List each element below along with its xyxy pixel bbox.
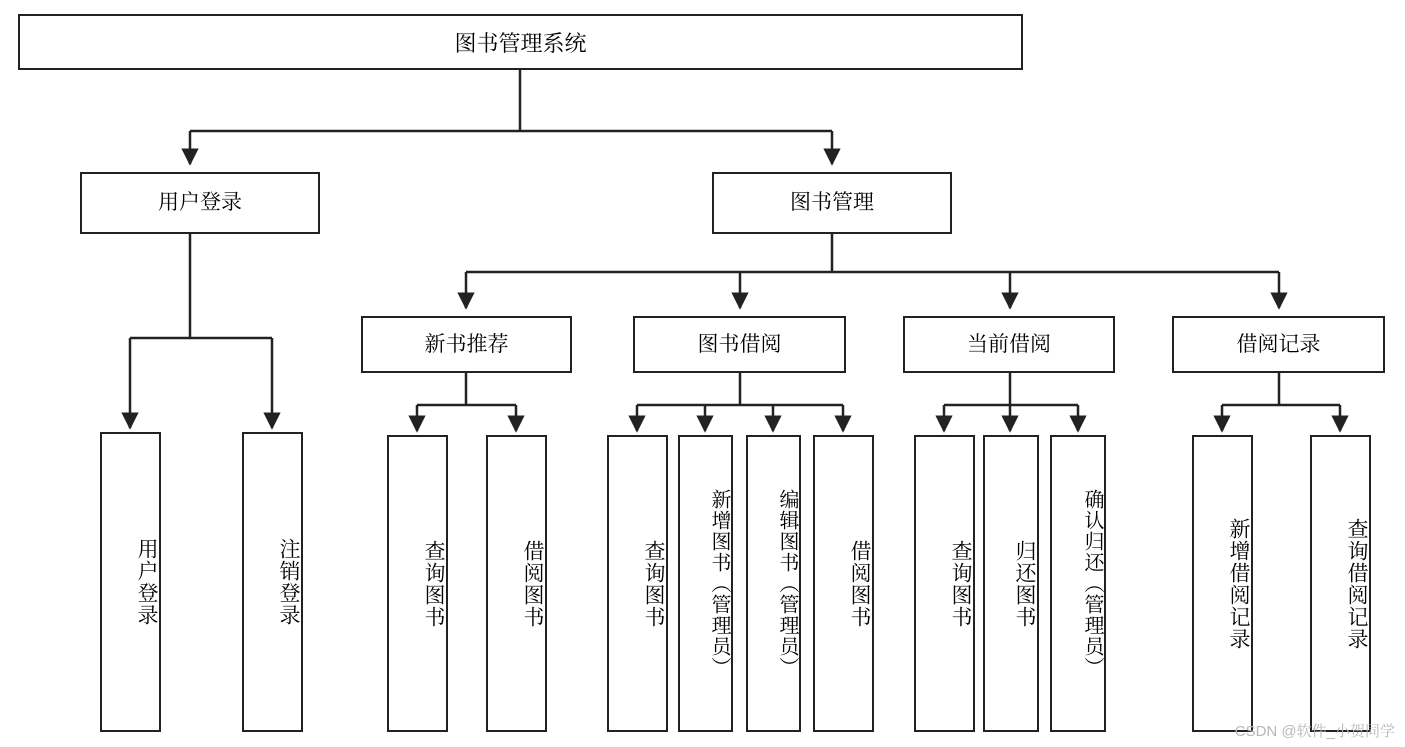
node-leaf-query-book-3-label: 查询图书 [949,539,972,628]
node-borrow-record[interactable] [1172,316,1385,373]
node-leaf-edit-book-label: 编辑图书（管理员） [776,489,798,678]
node-book-manage-label: 图书管理 [790,191,874,215]
node-leaf-logout[interactable] [242,432,303,732]
node-current-borrow[interactable] [903,316,1115,373]
node-leaf-borrow-book-2-label: 借阅图书 [848,539,871,628]
watermark: CSDN @软件_小贺同学 [1234,723,1395,740]
node-leaf-return-book[interactable] [983,435,1039,732]
node-leaf-add-record-label: 新增借阅记录 [1227,517,1250,650]
node-leaf-user-login-label: 用户登录 [135,538,158,626]
node-leaf-borrow-book-1-label: 借阅图书 [521,539,544,628]
node-leaf-logout-label: 注销登录 [277,538,300,626]
node-leaf-query-record-label: 查询借阅记录 [1345,517,1368,650]
node-book-borrow[interactable] [633,316,846,373]
node-book-manage[interactable] [712,172,952,234]
node-leaf-confirm-return[interactable] [1050,435,1106,732]
node-leaf-borrow-book-1[interactable] [486,435,547,732]
node-leaf-confirm-return-label: 确认归还（管理员） [1081,489,1103,678]
node-leaf-edit-book[interactable] [746,435,801,732]
node-leaf-query-book-1[interactable] [387,435,448,732]
node-user-login[interactable] [80,172,320,234]
node-leaf-borrow-book-2[interactable] [813,435,874,732]
node-leaf-return-book-label: 归还图书 [1013,539,1036,628]
node-borrow-record-label: 借阅记录 [1236,332,1321,356]
node-root[interactable] [18,14,1023,70]
node-new-book-recommend-label: 新书推荐 [424,332,509,356]
node-leaf-query-book-2[interactable] [607,435,668,732]
node-leaf-query-book-1-label: 查询图书 [422,539,445,628]
node-leaf-query-record[interactable] [1310,435,1371,732]
node-root-label: 图书管理系统 [454,30,587,56]
node-leaf-add-book[interactable] [678,435,733,732]
node-leaf-query-book-2-label: 查询图书 [642,539,665,628]
node-leaf-query-book-3[interactable] [914,435,975,732]
node-book-borrow-label: 图书借阅 [697,332,782,356]
node-leaf-add-book-label: 新增图书（管理员） [708,489,730,678]
node-leaf-add-record[interactable] [1192,435,1253,732]
node-leaf-user-login[interactable] [100,432,161,732]
node-user-login-label: 用户登录 [158,191,242,215]
node-new-book-recommend[interactable] [361,316,572,373]
node-current-borrow-label: 当前借阅 [967,332,1051,356]
